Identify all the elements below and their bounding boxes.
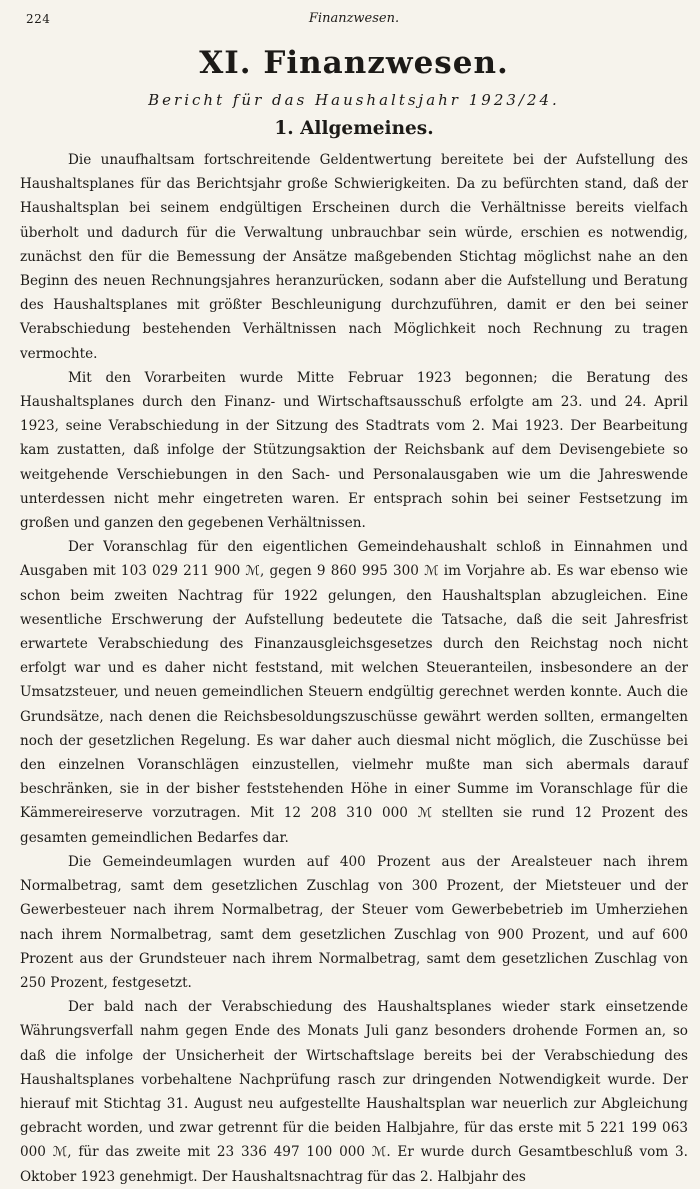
report-subtitle: Bericht für das Haushaltsjahr 1923/24. [148,91,560,109]
paragraph: Die unaufhaltsam fortschreitende Geldentwertung bereitete bei der Aufstellung des Haushaltsplanes für das Berichtsjahr große Schwierigkeiten. Da zu befürchten stand, daß der Haushaltsplan bei seinem endgültigen Erscheinen durch die Verhältnisse bereits vielfach überholt und dadurch für die Verwaltung unbrauchbar sein würde, erschien es notwendig, zunächst den für die Bemessung der Ansätze maßgebenden Stichtag möglichst nahe an den Beginn des neuen Rechnungsjahres heranzurücken, sodann aber die Aufstellung und Beratung des Haushaltsplanes mit größter Beschleunigung durchzuführen, damit er den bei seiner Verabschiedung bestehenden Verhältnissen nach Möglichkeit noch Rechnung zu tragen vermochte. [20,152,688,362]
page-number: 224 [26,12,51,26]
paragraph: Mit den Vorarbeiten wurde Mitte Februar 1923 begonnen; die Beratung des Haushaltsplanes durch den Finanz- und Wirtschaftsausschuß erfolgte am 23. und 24. April 1923, seine Verabschiedung in der Sitzung des Stadtrats vom 2. Mai 1923. Der Bearbeitung kam zustatten, daß infolge der Stützungsaktion der Reichsbank auf dem Devisengebiete so weitgehende Verschiebungen in den Sach- und Personalausgaben wie um die Jahreswende unterdessen nicht mehr eingetreten waren. Er entsprach sohin bei seiner Festsetzung im großen und ganzen den gegebenen Verhältnissen. [20,369,688,532]
running-head [20,0,688,34]
paragraph: Der bald nach der Verabschiedung des Haushaltsplanes wieder stark einsetzende Währungsverfall nahm gegen Ende des Monats Juli ganz besonders drohende Formen an, so daß die infolge der Unsicherheit der Wirtschaftslage bereits bei der Verabschiedung des Haushaltsplanes vorbehaltene Nachprüfung rasch zur dringenden Notwendigkeit wurde. Der hierauf mit Stichtag 31. August neu aufgestellte Haushaltsplan war neuerlich zur Abgleichung gebracht worden, und zwar getrennt für die beiden Halbjahre, für das erste mit 5 221 199 063 000 ℳ, für das zweite mit 23 336 497 100 000 ℳ. Er wurde durch Gesamtbeschluß vom 3. Oktober 1923 genehmigt. Der Haushaltsnachtrag für das 2. Halbjahr des [20,999,688,1185]
chapter-title: XI. Finanzwesen. [199,45,509,81]
running-title: Finanzwesen. [308,11,400,26]
body-text [20,148,688,1189]
paragraph: Die Gemeindeumlagen wurden auf 400 Prozent aus der Arealsteuer nach ihrem Normalbetrag, samt dem gesetzlichen Zuschlag von 300 Prozent, der Mietsteuer und der Gewerbesteuer nach ihrem Normalbetrag, der Steuer vom Gewerbebetrieb im Umherziehen nach ihrem Normalbetrag, samt dem gesetzlichen Zuschlag von 900 Prozent, und auf 600 Prozent aus der Grundsteuer nach ihrem Normalbetrag, samt dem gesetzlichen Zuschlag von 250 Prozent, festgesetzt. [20,853,688,991]
section-title: 1. Allgemeines. [274,118,434,139]
paragraph: Der Voranschlag für den eigentlichen Gemeindehaushalt schloß in Einnahmen und Ausgaben mit 103 029 211 900 ℳ, gegen 9 860 995 300 ℳ im Vorjahre ab. Es war ebenso wie schon beim zweiten Nachtrag für 1922 gelungen, den Haushaltsplan abzugleichen. Eine wesentliche Erschwerung der Aufstellung bedeutete die Tatsache, daß die seit Jahresfrist erwartete Verabschiedung des Finanzausgleichsgesetzes durch den Reichstag noch nicht erfolgt war und es daher nicht feststand, mit welchen Steueranteilen, insbesondere an der Umsatzsteuer, und neuen gemeindlichen Steuern endgültig gerechnet werden konnte. Auch die Grundsätze, nach denen die Reichsbesoldungszuschüsse gewährt werden sollten, ermangelten noch der gesetzlichen Regelung. Es war daher auch diesmal nicht möglich, die Zuschüsse bei den einzelnen Voranschlägen einzustellen, vielmehr mußte man sich abermals darauf beschränken, sie in der bisher feststehenden Höhe in einer Summe im Voranschlage für die Kämmereireserve vorzutragen. Mit 12 208 310 000 ℳ stellten sie rund 12 Prozent des gesamten gemeindlichen Bedarfes dar. [20,539,688,846]
